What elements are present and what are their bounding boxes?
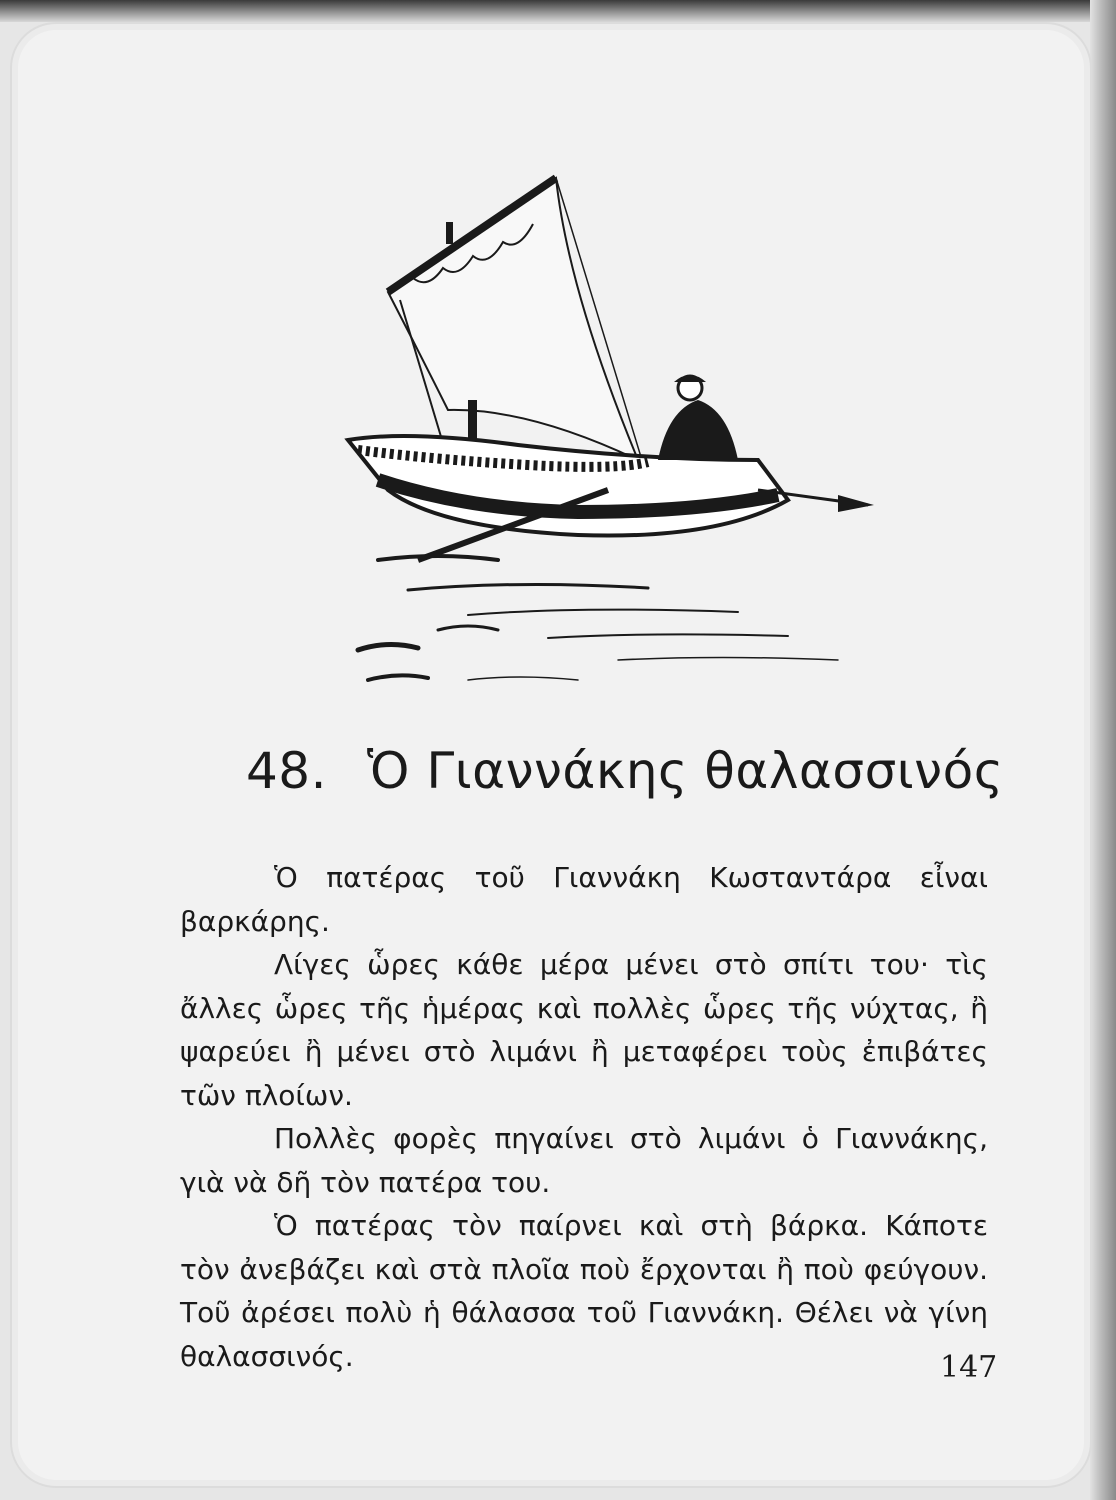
paragraph-1: Ὁ πατέρας τοῦ Γιαννάκη Κωσταντάρα εἶναι βαρκάρης.: [180, 861, 988, 938]
paragraph-2: Λίγες ὧρες κάθε μέρα μένει στὸ σπίτι του· τὶς ἄλλες ὧρες τῆς ἡμέρας καὶ πολλὲς ὧρες τῆς νύχτας, ἢ ψαρεύει ἢ μένει στὸ λιμάνι ἢ μεταφέρει τοὺς ἐπιβάτες τῶν πλοίων.: [180, 948, 988, 1112]
chapter-title: [246, 742, 1006, 800]
page-top-edge: [0, 0, 1116, 22]
paragraph-3: Πολλὲς φορὲς πηγαίνει στὸ λιμάνι ὁ Γιαννάκης, γιὰ νὰ δῆ τὸν πατέρα του.: [180, 1122, 988, 1199]
chapter-body: [180, 856, 988, 1378]
chapter-heading: Ὁ Γιαννάκης θαλασσινός: [367, 742, 1004, 800]
book-spine-edge: [1090, 0, 1116, 1500]
sailboat-illustration-icon: [318, 160, 898, 700]
book-page: [18, 30, 1084, 1480]
chapter-number: 48.: [246, 742, 328, 800]
page-number: 147: [940, 1350, 998, 1385]
paragraph-4: Ὁ πατέρας τὸν παίρνει καὶ στὴ βάρκα. Κάποτε τὸν ἀνεβάζει καὶ στὰ πλοῖα ποὺ ἔρχονται ἢ ποὺ φεύγουν. Τοῦ ἀρέσει πολὺ ἡ θάλασσα τοῦ Γιαννάκη. Θέλει νὰ γίνη θαλασσινός.: [180, 1209, 988, 1373]
